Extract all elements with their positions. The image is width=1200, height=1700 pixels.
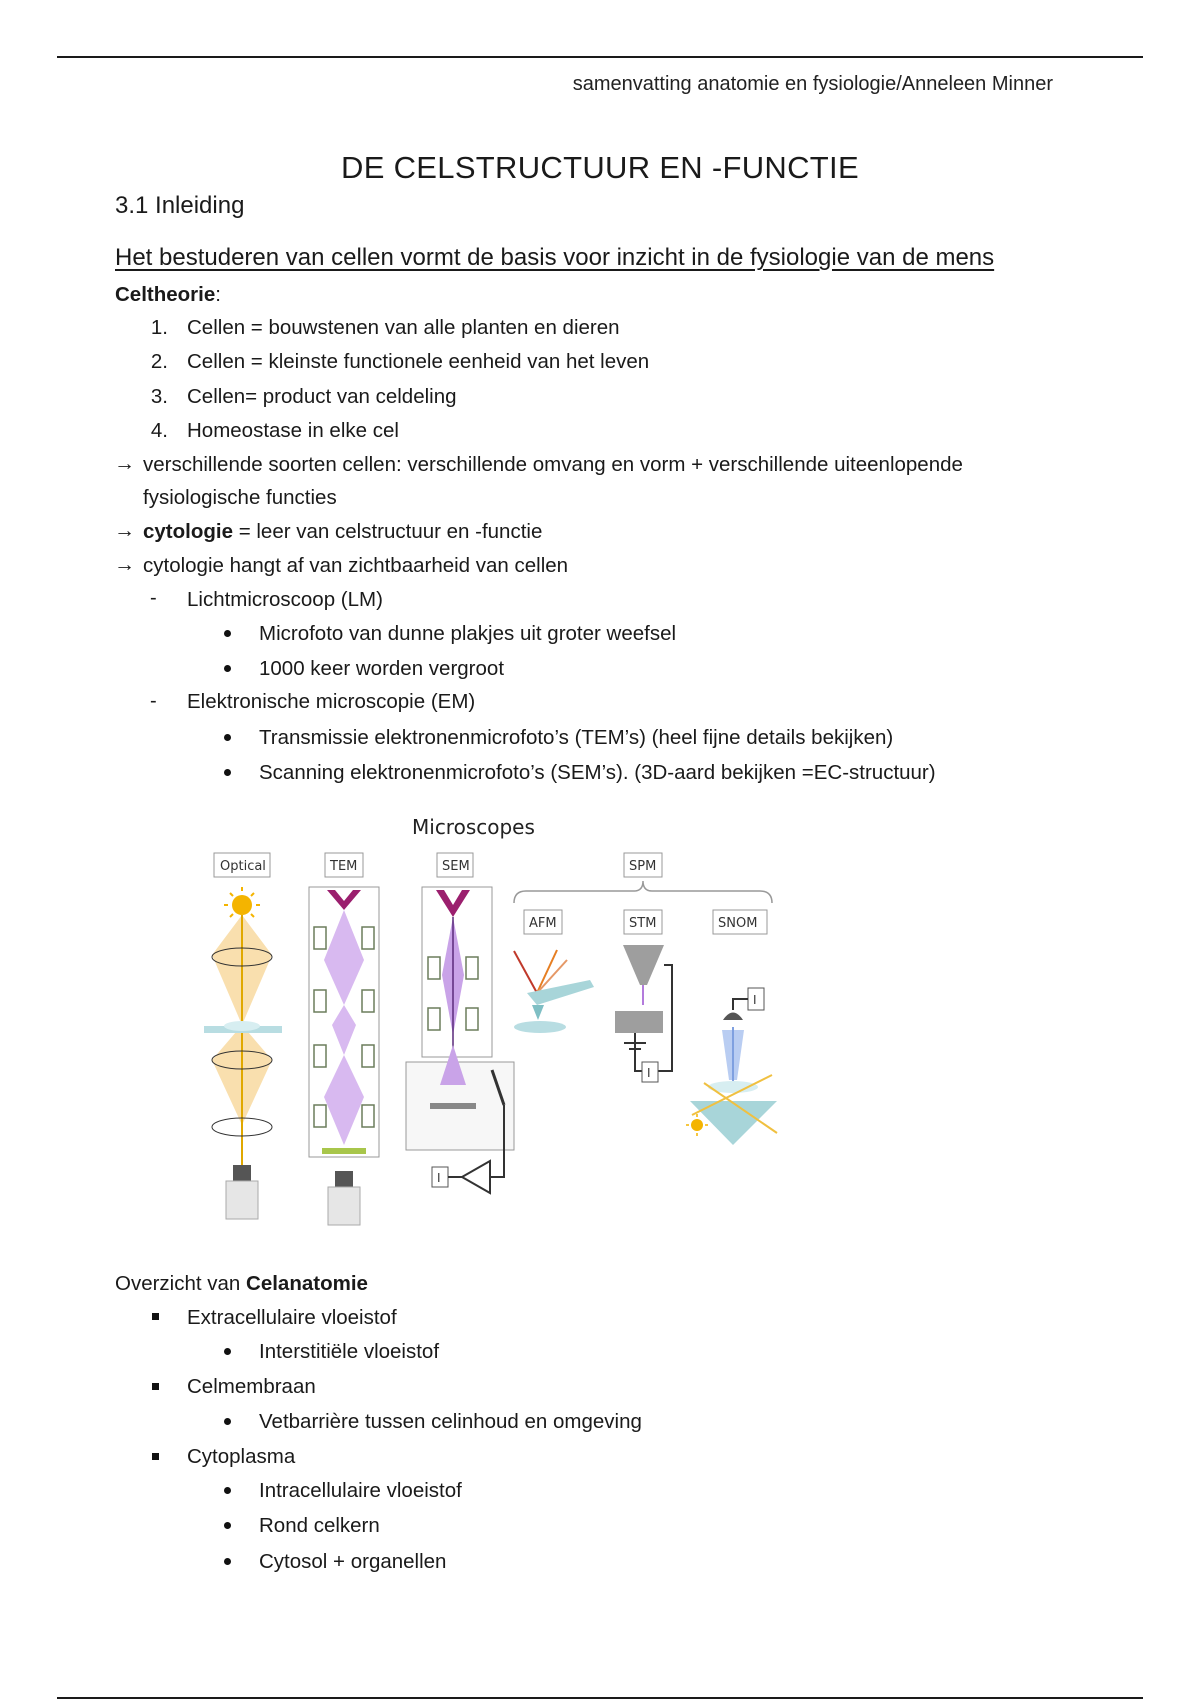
sub-item: Transmissie elektronenmicrofoto’s (TEM’s) (heel fijne details bekijken) [259,726,894,749]
square-bullet [152,1383,159,1390]
label-stm: STM [629,916,657,931]
dash-bullet: - [150,587,157,609]
dash-bullet: - [150,690,157,712]
bullet [224,1487,231,1494]
list-item: Homeostase in elke cel [187,419,399,442]
bullet [224,665,231,672]
sub-item: Microfoto van dunne plakjes uit groter weefsel [259,622,677,645]
sub-item: Interstitiële vloeistof [259,1340,440,1363]
snom-diagram [686,988,777,1145]
sub-item: Intracellulaire vloeistof [259,1479,462,1502]
sem-diagram [406,887,514,1193]
list-item-lm: Lichtmicroscoop (LM) [187,588,383,611]
label-optical: Optical [220,859,266,874]
sub-item: Rond celkern [259,1514,380,1537]
stm-diagram [615,945,672,1082]
bullet [224,1558,231,1565]
sem-detector-label: I [437,1171,441,1185]
square-bullet [152,1453,159,1460]
celanatomie-intro: Overzicht van Celanatomie [115,1272,368,1295]
bullet [224,630,231,637]
celtheorie-label: Celtheorie: [115,283,221,306]
bullet [224,734,231,741]
list-item: Extracellulaire vloeistof [187,1306,397,1329]
bullet [224,1348,231,1355]
bullet [224,1522,231,1529]
arrow-line: cytologie = leer van celstructuur en -functie [143,520,543,543]
figure-title: Microscopes [412,815,535,839]
label-tem: TEM [330,859,358,874]
sub-item: 1000 keer worden vergroot [259,657,505,680]
section-heading: 3.1 Inleiding [115,192,245,219]
sub-item: Cytosol + organellen [259,1550,447,1573]
afm-diagram [514,950,594,1033]
page-header: samenvatting anatomie en fysiologie/Anneleen Minner [572,73,1053,95]
arrow-icon: → [114,553,135,576]
list-number: 2. [150,350,168,373]
arrow-line: cytologie hangt af van zichtbaarheid van cellen [143,554,569,577]
snom-detector-label: I [753,993,757,1007]
list-item: Cellen= product van celdeling [187,385,457,408]
list-item-em: Elektronische microscopie (EM) [187,690,476,713]
label-afm: AFM [529,916,557,931]
bottom-rule [57,1697,1143,1699]
arrow-line-continued: fysiologische functies [143,486,337,509]
sub-item: Scanning elektronenmicrofoto’s (SEM’s). (3D-aard bekijken =EC-structuur) [259,761,936,784]
square-bullet [152,1313,159,1320]
arrow-icon: → [114,452,135,475]
label-spm: SPM [629,859,657,874]
list-number: 3. [150,385,168,408]
bullet [224,769,231,776]
list-item: Cellen = bouwstenen van alle planten en dieren [187,316,620,339]
list-item: Cytoplasma [187,1445,296,1468]
list-number: 1. [150,316,168,339]
stm-detector-label: I [647,1066,651,1080]
lead-sentence: Het bestuderen van cellen vormt de basis voor inzicht in de fysiologie van de mens [115,244,995,271]
tem-diagram [309,887,379,1225]
page-title: DE CELSTRUCTUUR EN -FUNCTIE [341,150,859,185]
list-item: Celmembraan [187,1375,316,1398]
microscopes-figure [192,815,792,1235]
list-number: 4. [150,419,168,442]
sub-item: Vetbarrière tussen celinhoud en omgeving [259,1410,642,1433]
spm-brace [514,881,772,903]
arrow-icon: → [114,519,135,542]
list-item: Cellen = kleinste functionele eenheid van het leven [187,350,650,373]
arrow-line: verschillende soorten cellen: verschillende omvang en vorm + verschillende uiteenlopende [143,453,963,476]
top-rule [57,56,1143,58]
bullet [224,1418,231,1425]
label-sem: SEM [442,859,470,874]
optical-microscope-diagram [204,887,282,1219]
label-snom: SNOM [718,916,758,931]
